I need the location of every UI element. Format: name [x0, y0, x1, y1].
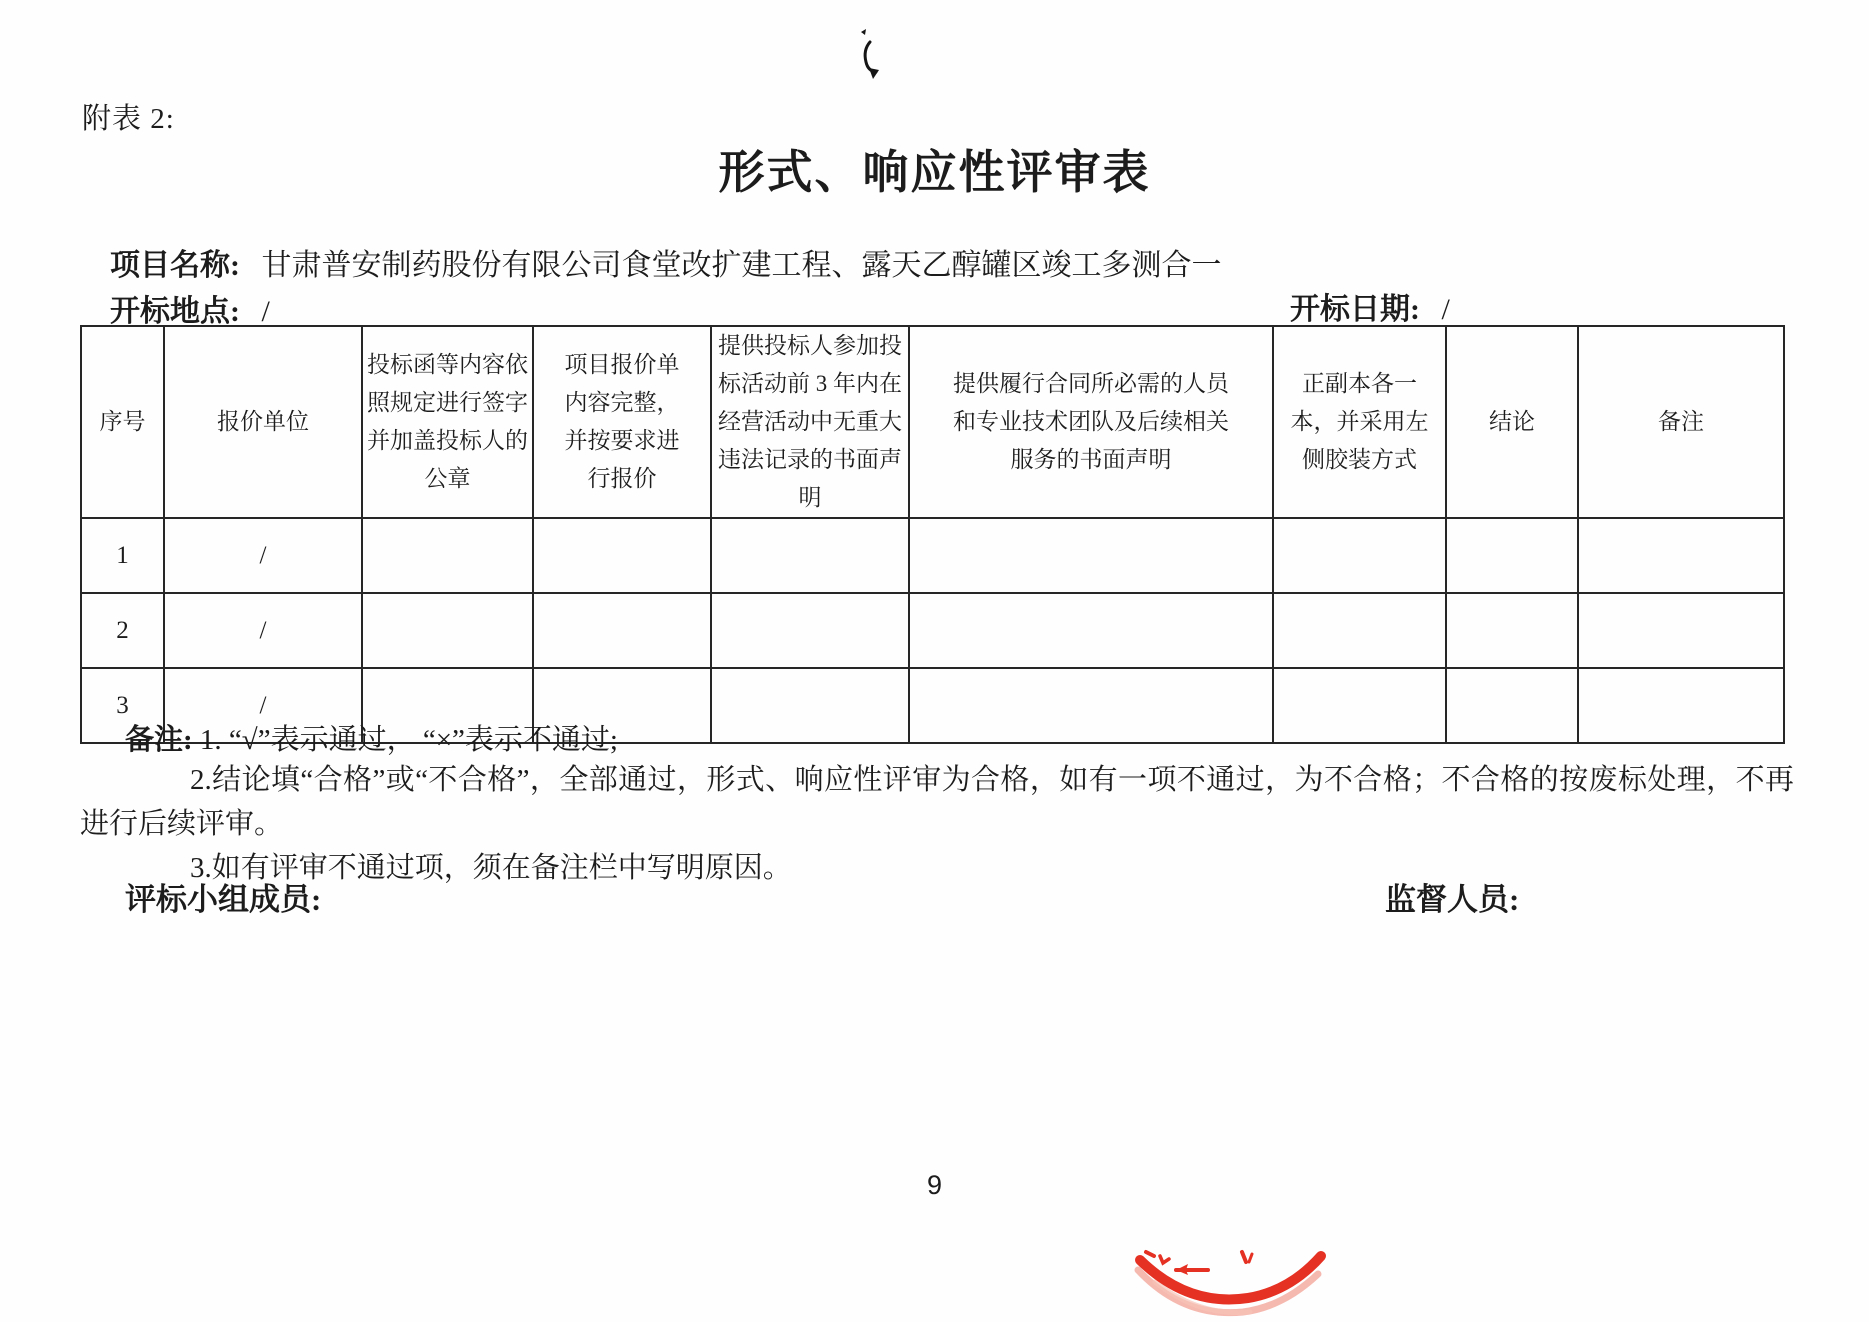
table-cell — [1446, 593, 1578, 668]
table-cell: / — [164, 668, 362, 743]
table-cell — [1578, 668, 1784, 743]
table-row-1 — [81, 518, 1784, 593]
bid-location-line — [110, 286, 270, 330]
notes-line-2: 2.结论填“合格”或“不合格”，全部通过，形式、响应性评审为合格，如有一项不通过，为不合格；不合格的按废标处理，不再进行后续评审。 — [80, 764, 1794, 840]
table-cell: / — [164, 518, 362, 593]
header-cell-no-violation: 提供投标人参加投标活动前 3 年内在经营活动中无重大违法记录的书面声明 — [711, 326, 909, 518]
table-row-2 — [81, 593, 1784, 668]
table-cell — [1446, 518, 1578, 593]
table-header-row — [81, 326, 1784, 518]
table-cell — [711, 518, 909, 593]
header-cell-binding: 正副本各一本，并采用左侧胶装方式 — [1273, 326, 1446, 518]
header-cell-remark: 备注 — [1578, 326, 1784, 518]
table-cell — [533, 518, 711, 593]
header-cell-bidder: 报价单位 — [164, 326, 362, 518]
table-cell — [362, 518, 533, 593]
supervisor-label: 监督人员: — [1385, 882, 1520, 917]
table-cell — [909, 668, 1273, 743]
table-cell — [1273, 593, 1446, 668]
table-cell — [1578, 518, 1784, 593]
project-name-line — [110, 240, 1222, 284]
notes-label: 备注: — [125, 724, 193, 756]
header-cell-quote-complete: 项目报价单内容完整，并按要求进行报价 — [533, 326, 711, 518]
notes-line-1 — [125, 717, 618, 758]
attachment-label: 附表 2: — [82, 103, 175, 135]
notes-note1-text: 1. “√”表示通过， “×”表示不通过; — [199, 724, 618, 756]
table-cell: 3 — [81, 668, 164, 743]
bid-date-line — [1290, 284, 1450, 328]
red-seal-arc — [1100, 1230, 1330, 1322]
table-cell — [1273, 668, 1446, 743]
notes-line-3: 3.如有评审不通过项，须在备注栏中写明原因。 — [190, 852, 792, 884]
bid-location-value: / — [261, 295, 270, 328]
table-cell — [711, 593, 909, 668]
table-cell — [1273, 518, 1446, 593]
bid-date-value: / — [1441, 293, 1450, 326]
table-cell — [362, 593, 533, 668]
header-cell-conclusion: 结论 — [1446, 326, 1578, 518]
table-cell — [1578, 593, 1784, 668]
table-cell: 2 — [81, 593, 164, 668]
table-cell — [711, 668, 909, 743]
table-cell: / — [164, 593, 362, 668]
review-table — [80, 325, 1785, 744]
project-name-value: 甘肃普安制药股份有限公司食堂改扩建工程、露天乙醇罐区竣工多测合一 — [261, 249, 1222, 282]
table-cell — [533, 593, 711, 668]
header-cell-seq: 序号 — [81, 326, 164, 518]
table-cell — [1446, 668, 1578, 743]
project-name-label: 项目名称: — [110, 249, 240, 282]
header-cell-bid-letter: 投标函等内容依照规定进行签字并加盖投标人的公章 — [362, 326, 533, 518]
page-title: 形式、响应性评审表 — [718, 147, 1151, 198]
table-cell — [909, 593, 1273, 668]
page-number: 9 — [926, 1170, 943, 1200]
header-cell-personnel: 提供履行合同所必需的人员和专业技术团队及后续相关服务的书面声明 — [909, 326, 1273, 518]
table-cell — [909, 518, 1273, 593]
ink-squiggle-mark — [845, 26, 887, 89]
bid-location-label: 开标地点: — [110, 295, 240, 328]
table-cell: 1 — [81, 518, 164, 593]
bid-date-label: 开标日期: — [1290, 293, 1420, 326]
evaluation-team-label: 评标小组成员: — [125, 882, 322, 917]
